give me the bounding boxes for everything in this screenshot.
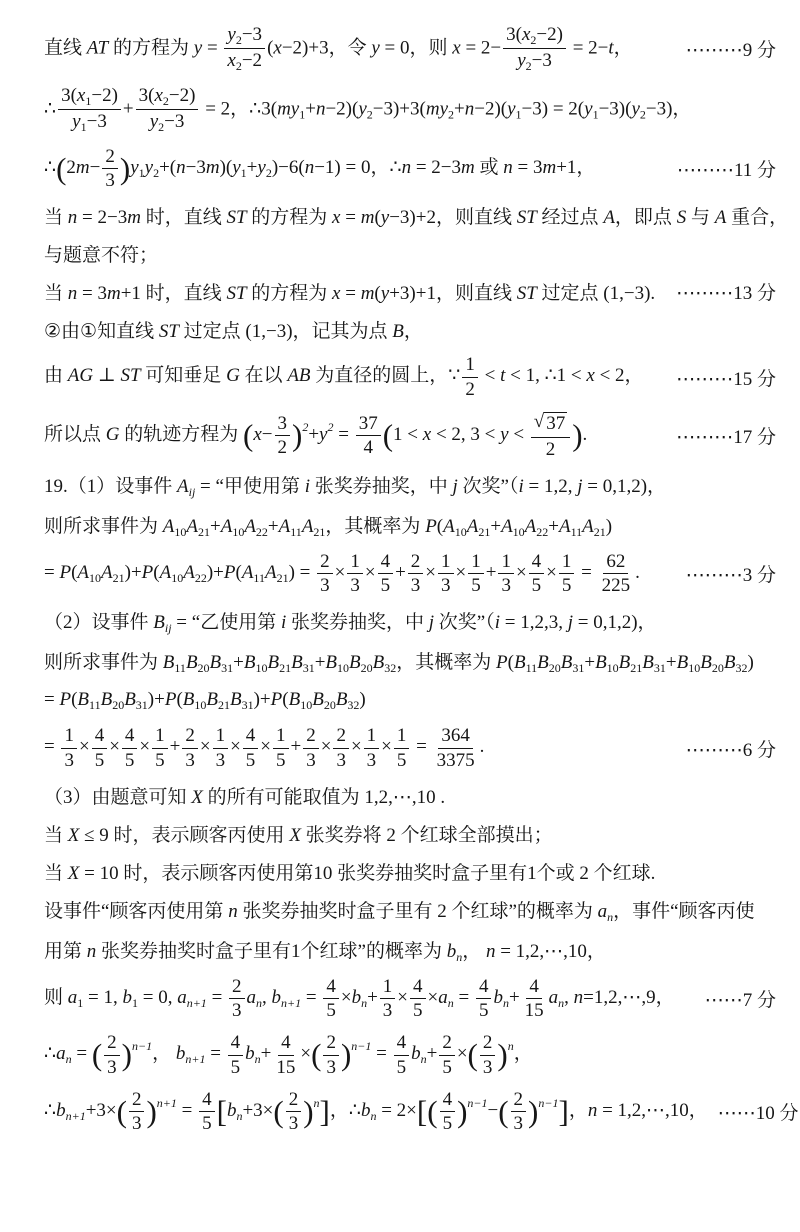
fraction: $\frac{4}{5}$ (378, 551, 394, 597)
fraction: $\frac{2}{3}$ (323, 1032, 339, 1078)
solution-line-1 (44, 24, 776, 74)
solution-line-17 (44, 782, 776, 809)
fraction: $\frac{4}{5}$ (92, 725, 108, 771)
fraction: $\frac{4}{5}$ (394, 1032, 410, 1078)
line-content: 当 X = 10 时，表示顾客丙使用第10 张奖券抽奖时盒子里有1个或 2 个红球. (44, 862, 656, 884)
solution-line-16 (44, 725, 776, 771)
fraction: $\frac{2}{3}$ (182, 725, 198, 771)
line-content: 用第 n 张奖券抽奖时盒子里有1个红球”的概率为 $b_n$， n = 1,2,⋯,10， (44, 940, 606, 964)
solution-line-23 (44, 1032, 776, 1078)
solution-line-11 (44, 511, 776, 540)
line-content: 则 $a_1 = 1$, $b_1 = 0$, $a_{n+1}$ = $\frac{2}{3}$ $a_n$, $b_{n+1}$ = $\frac{4}{5}$ $\times b_n+$ $\frac{1}{3}$ × $\frac{4}{5}$ $\times a_n$ = $\frac{4}{5}$ $b_n+$ $\frac{4}{15}$ $a_n$, n=1,2,⋯,9， (44, 975, 675, 1022)
score-marker: ⋯⋯⋯6 分 (685, 739, 776, 761)
fraction: $\frac{1}{3}$ (498, 551, 514, 597)
score-marker: ⋯⋯⋯15 分 (676, 368, 776, 390)
fraction: $\frac{2}{3}$ (104, 1032, 120, 1078)
fraction: $\frac{2}{3}$ (303, 725, 319, 771)
line-content: $\therefore a_n$ = ( $\frac{2}{3}$ )$^{n-1}$， $b_{n+1}$ = $\frac{4}{5}$ $b_n+$ $\frac{4}{15}$ ×( $\frac{2}{3}$ )$^{n-1}$ = $\frac{4}{5}$ $b_n+$ $\frac{2}{5}$ ×( $\frac{2}{3}$ )$^n$， (44, 1032, 533, 1078)
solution-line-5 (44, 240, 776, 267)
score-marker: ⋯⋯7 分 (704, 990, 776, 1012)
fraction: $\frac{2}{3}$ (129, 1089, 145, 1135)
solution-line-24 (44, 1089, 799, 1135)
fraction: $\frac{2}{3}$ (408, 551, 424, 597)
fraction: $\frac{3(x_1-2)}{y_1-3}$ (58, 85, 121, 135)
fraction: $\frac{2}{3}$ (286, 1089, 302, 1135)
fraction: $\frac{2}{5}$ (439, 1032, 455, 1078)
score-marker: ⋯⋯⋯11 分 (676, 160, 776, 182)
fraction: $\frac{1}{5}$ (559, 551, 575, 597)
score-marker: ⋯⋯⋯9 分 (685, 40, 776, 62)
solution-line-2 (44, 85, 776, 135)
solution-line-4 (44, 202, 789, 229)
line-content: 则所求事件为 $B_{11}B_{20}B_{31}+B_{10}B_{21}B_{31}+B_{10}B_{20}B_{32}$，其概率为 $P(B_{11}B_{20}B_{31}+B_{10}B_{21}B_{31}+B_{10}B_{20}B_{32})$ (44, 652, 754, 676)
solution-line-14 (44, 647, 776, 676)
line-content: 由 AG ⊥ ST 可知垂足 G 在以 AB 为直径的圆上，∵ $\frac{1}{2}$ < t < 1, ∴1 < x < 2， (44, 354, 644, 400)
fraction: $\frac{1}{5}$ (152, 725, 168, 771)
fraction: $\frac{2}{3}$ (102, 146, 118, 192)
score-marker: ⋯⋯⋯13 分 (676, 283, 776, 305)
solution-line-15 (44, 687, 776, 714)
line-content: 直线 AT 的方程为 y = $\frac{y_2-3}{x_2-2}$ (x−2)+3，令 y = 0，则 x = 2− $\frac{3(x_2-2)}{y_2-3}$ = 2−t， (44, 24, 633, 74)
fraction: $\frac{1}{3}$ (213, 725, 229, 771)
line-content: 与题意不符； (44, 245, 159, 267)
solution-line-20 (44, 896, 776, 925)
fraction: $\frac{2}{3}$ (480, 1032, 496, 1078)
fraction: $\frac{1}{5}$ (468, 551, 484, 597)
fraction: $\frac{4}{15}$ (524, 975, 544, 1022)
fraction: $\frac{2}{3}$ (317, 551, 333, 597)
line-content: = $\frac{1}{3}$ × $\frac{4}{5}$ × $\frac{4}{5}$ × $\frac{1}{5}$ + $\frac{2}{3}$ × $\frac{1}{3}$ × $\frac{4}{5}$ × $\frac{1}{5}$ + $\frac{2}{3}$ × $\frac{2}{3}$ × $\frac{1}{3}$ × $\frac{1}{5}$ = $\frac{364}{3375}$ . (44, 725, 485, 771)
line-content: 设事件“顾客丙使用第 n 张奖券抽奖时盒子里有 2 个红球”的概率为 $a_n$，事件“顾客丙使 (44, 900, 755, 924)
line-content: 当 X ≤ 9 时，表示顾客丙使用 X 张奖券将 2 个红球全部摸出； (44, 824, 553, 846)
fraction: $\frac{4}{15}$ (276, 1032, 296, 1078)
fraction: $\frac{1}{3}$ (347, 551, 363, 597)
line-content: （2）设事件 $B_{ij}$ = “乙使用第 i 张奖券抽奖，中 j 次奖”（i = 1,2,3, j = 0,1,2)， (44, 612, 657, 636)
line-content: = $P(B_{11}B_{20}B_{31})+P(B_{10}B_{21}B_{31})+P(B_{10}B_{20}B_{32})$ (44, 688, 366, 712)
fraction: $\frac{1}{5}$ (394, 725, 410, 771)
score-marker: ⋯⋯⋯3 分 (685, 565, 776, 587)
fraction: $\frac{3}{2}$ (275, 413, 291, 459)
solution-line-10 (44, 471, 776, 500)
fraction: $\frac{4}{5}$ (476, 976, 492, 1022)
solution-line-7 (44, 316, 776, 343)
line-content: ②由①知直线 ST 过定点 (1,−3)，记其为点 B， (44, 321, 423, 343)
line-content: ∴(2m− $\frac{2}{3}$ )$y_1y_2+(n-3m)(y_1+y_2)-6(n-1) = 0$，∴n = 2−3m 或 n = 3m+1， (44, 145, 596, 192)
line-content: 19.（1）设事件 $A_{ij}$ = “甲使用第 i 张奖券抽奖，中 j 次奖”（i = 1,2, j = 0,1,2)， (44, 475, 667, 499)
document-body (44, 24, 799, 1135)
line-content: ∴ $\frac{3(x_1-2)}{y_1-3}$ + $\frac{3(x_2-2)}{y_2-3}$ = 2，$\therefore 3(my_1+n-2)(y_2-3)+3(my_2+n-2)(y_1-3) = 2(y_1-3)(y_2-3)$， (44, 84, 692, 135)
solution-line-3 (44, 146, 776, 192)
line-content: $\therefore b_{n+1}+3\times$( $\frac{2}{3}$ )$^{n+1}$ = $\frac{4}{5}$ [$b_n+3\times$( $\frac{2}{3}$ )$^n$]，$\therefore b_n = 2\times$[( $\frac{4}{5}$ )$^{n-1}$−( $\frac{2}{3}$ )$^{n-1}$]，n = 1,2,⋯,10， (44, 1089, 708, 1135)
fraction: $\frac{4}{5}$ (199, 1089, 215, 1135)
fraction: $\frac{364}{3375}$ (436, 725, 475, 771)
fraction: $\frac{4}{5}$ (440, 1089, 456, 1135)
score-marker: ⋯⋯10 分 (717, 1103, 799, 1125)
fraction: $\frac{3(x_2-2)}{y_2-3}$ (136, 85, 199, 135)
fraction: $\frac{4}{5}$ (529, 551, 545, 597)
solution-line-6 (44, 278, 776, 305)
fraction: $\frac{1}{3}$ (380, 976, 396, 1022)
line-content: 当 n = 2−3m 时，直线 ST 的方程为 x = m(y−3)+2，则直线 ST 经过点 A，即点 S 与 A 重合， (44, 207, 789, 229)
solution-line-9 (44, 411, 776, 460)
solution-line-18 (44, 820, 776, 847)
solution-line-22 (44, 976, 776, 1022)
fraction: $\frac{2}{3}$ (333, 725, 349, 771)
fraction: √ 37 2 (531, 411, 570, 460)
fraction: $\frac{1}{5}$ (273, 725, 289, 771)
fraction: $\frac{4}{5}$ (122, 725, 138, 771)
fraction: $\frac{37}{4}$ (356, 413, 381, 459)
fraction: $\frac{4}{5}$ (323, 976, 339, 1022)
fraction: $\frac{1}{3}$ (438, 551, 454, 597)
fraction: $\frac{y_2-3}{x_2-2}$ (224, 24, 265, 74)
sqrt-radical: √ 37 (533, 410, 566, 434)
solution-line-21 (44, 936, 776, 965)
fraction: $\frac{2}{3}$ (229, 976, 245, 1022)
fraction: $\frac{4}{5}$ (410, 976, 426, 1022)
solution-line-13 (44, 607, 776, 636)
solution-line-8 (44, 354, 776, 400)
line-content: （3）由题意可知 X 的所有可能取值为 1,2,⋯,10 . (44, 786, 446, 808)
line-content: 则所求事件为 $A_{10}A_{21}+A_{10}A_{22}+A_{11}A_{21}$，其概率为 $P(A_{10}A_{21}+A_{10}A_{22}+A_{11}A_{21})$ (44, 515, 613, 539)
solution-line-12 (44, 551, 776, 597)
score-marker: ⋯⋯⋯17 分 (676, 426, 776, 448)
line-content: 当 n = 3m+1 时，直线 ST 的方程为 x = m(y+3)+1，则直线 ST 过定点 (1,−3). (44, 283, 656, 305)
fraction: $\frac{3(x_2-2)}{y_2-3}$ (503, 24, 566, 74)
fraction: $\frac{1}{3}$ (61, 725, 77, 771)
line-content: 所以点 G 的轨迹方程为 (x− $\frac{3}{2}$ )$^2+y^2$ = $\frac{37}{4}$ (1 < x < 2, 3 < y < √ 37 2 ). (44, 410, 588, 460)
fraction: $\frac{62}{225}$ (601, 550, 631, 597)
fraction: $\frac{2}{3}$ (511, 1089, 527, 1135)
line-content: = $P(A_{10}A_{21})+P(A_{10}A_{22})+P(A_{11}A_{21})$ = $\frac{2}{3}$ × $\frac{1}{3}$ × $\frac{4}{5}$ + $\frac{2}{3}$ × $\frac{1}{3}$ × $\frac{1}{5}$ + $\frac{1}{3}$ × $\frac{4}{5}$ × $\frac{1}{5}$ = $\frac{62}{225}$ . (44, 550, 640, 597)
fraction: $\frac{1}{3}$ (364, 725, 380, 771)
fraction: $\frac{4}{5}$ (243, 725, 259, 771)
fraction: $\frac{4}{5}$ (228, 1032, 244, 1078)
solution-line-19 (44, 858, 776, 885)
fraction: $\frac{1}{2}$ (462, 354, 478, 400)
